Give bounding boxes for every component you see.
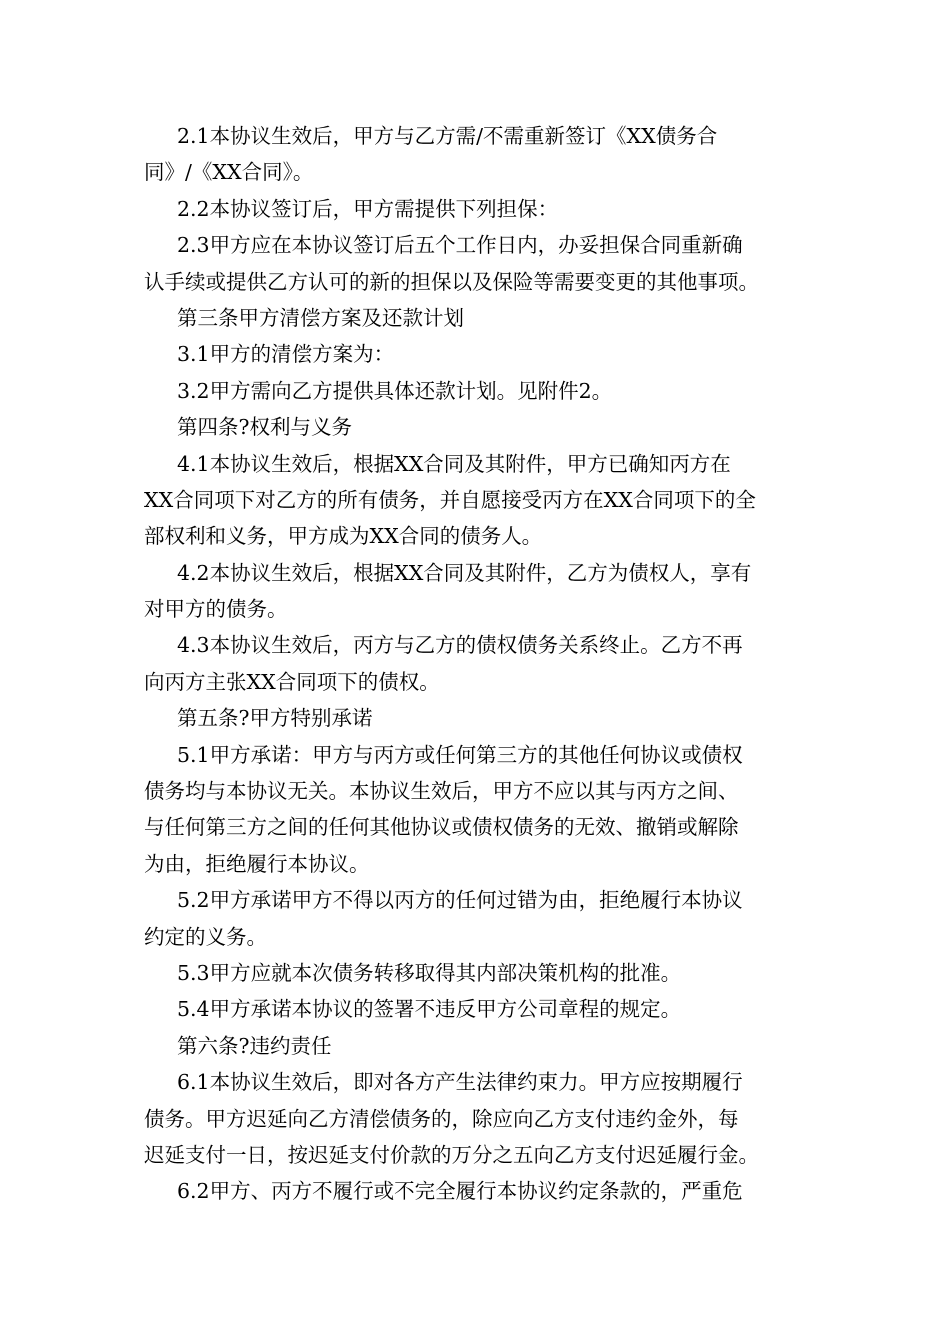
text-line: 债务。甲方迟延向乙方清偿债务的，除应向乙方支付违约金外，每 [144,1106,739,1131]
text-line: 部权利和义务，甲方成为XX合同的债务人。 [144,524,543,549]
text-line: 向丙方主张XX合同项下的债权。 [144,669,440,694]
text-line: XX合同项下对乙方的所有债务，并自愿接受丙方在XX合同项下的全 [144,487,756,512]
text-line: 约定的义务。 [144,924,267,949]
text-line: 2.1本协议生效后，甲方与乙方需/不需重新签订《XX债务合 [177,124,718,148]
text-line: 第四条?权利与义务 [177,415,352,440]
text-line: 与任何第三方之间的任何其他协议或债权债务的无效、撤销或解除 [144,815,739,840]
text-line: 2.3甲方应在本协议签订后五个工作日内，办妥担保合同重新确 [177,233,743,258]
text-line: 对甲方的债务。 [144,597,288,622]
text-line: 5.1甲方承诺：甲方与丙方或任何第三方的其他任何协议或债权 [177,742,743,767]
text-line: 6.2甲方、丙方不履行或不完全履行本协议约定条款的，严重危 [177,1179,743,1204]
text-line: 第三条甲方清偿方案及还款计划 [177,305,464,330]
text-line: 第五条?甲方特别承诺 [177,706,373,731]
text-line: 4.3本协议生效后，丙方与乙方的债权债务关系终止。乙方不再 [177,633,743,658]
text-line: 4.1本协议生效后，根据XX合同及其附件，甲方已确知丙方在 [177,451,731,476]
text-line: 为由，拒绝履行本协议。 [144,851,370,876]
document-body [144,118,810,1210]
text-line: 6.1本协议生效后，即对各方产生法律约束力。甲方应按期履行 [177,1070,743,1095]
text-line: 2.2本协议签订后，甲方需提供下列担保： [177,196,559,221]
text-line: 5.4甲方承诺本协议的签署不违反甲方公司章程的规定。 [177,997,682,1022]
text-line: 5.3甲方应就本次债务转移取得其内部决策机构的批准。 [177,960,682,985]
text-line: 债务均与本协议无关。本协议生效后，甲方不应以其与丙方之间、 [144,779,739,804]
text-line: 迟延支付一日，按迟延支付价款的万分之五向乙方支付迟延履行金。 [144,1142,759,1167]
text-line: 同》/《XX合同》。 [144,160,314,185]
text-line: 3.1甲方的清偿方案为： [177,342,395,367]
text-line: 3.2甲方需向乙方提供具体还款计划。见附件2。 [177,378,613,403]
text-line: 4.2本协议生效后，根据XX合同及其附件，乙方为债权人，享有 [177,560,752,585]
text-line: 认手续或提供乙方认可的新的担保以及保险等需要变更的其他事项。 [144,269,759,294]
text-line: 第六条?违约责任 [177,1033,332,1058]
text-line: 5.2甲方承诺甲方不得以丙方的任何过错为由，拒绝履行本协议 [177,888,743,913]
